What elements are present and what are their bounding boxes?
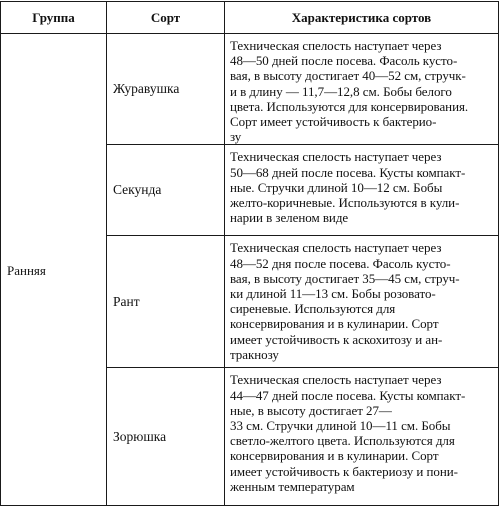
header-characteristics: Характеристика сортов — [225, 2, 499, 34]
group-cell — [1, 34, 107, 506]
variety-description: Техническая спелость наступает через 48—50 дней после посева. Фасоль кусто- вая, в высоту достигает 40—52 см, стручк- и в длину — 11,7—12,8 см. Бобы белого цвета. Используются для консервирования. Сорт имеет устойчивость к бактерио- зу — [225, 34, 499, 145]
variety-description: Техническая спелость наступает через 48—52 дня после посева. Фасоль кусто- вая, в высоту достигает 35—45 см, струч- ки длиной 11—13 см. Бобы розовато- сиреневые. Используются для консервирования и в кулинарии. Сорт имеет устойчивость к аскохитозу и ан- тракнозу — [225, 236, 499, 368]
variety-description: Техническая спелость наступает через 44—47 дней после посева. Кусты компакт- ные, в высоту достигает 27— 33 см. Стручки длиной 10—11 см. Бобы светло-желтого цвета. Используются для консервирования и в кулинарии. Сорт имеет устойчивость к бактериозу и пони- женным температурам — [225, 368, 499, 506]
header-variety: Сорт — [107, 2, 225, 34]
variety-name: Зорюшка — [107, 368, 225, 506]
variety-name: Журавушка — [107, 34, 225, 145]
bean-varieties-table — [0, 1, 499, 506]
variety-name: Рант — [107, 236, 225, 368]
variety-description: Техническая спелость наступает через 50—68 дней после посева. Кусты компакт- ные. Стручки длиной 10—12 см. Бобы желто-коричневые. Используются в кули- нарии в зеленом виде — [225, 145, 499, 236]
table-header-row — [1, 2, 499, 34]
group-label: Ранняя — [7, 262, 46, 278]
variety-name: Секунда — [107, 145, 225, 236]
table-row — [1, 34, 499, 145]
header-group: Группа — [1, 2, 107, 34]
